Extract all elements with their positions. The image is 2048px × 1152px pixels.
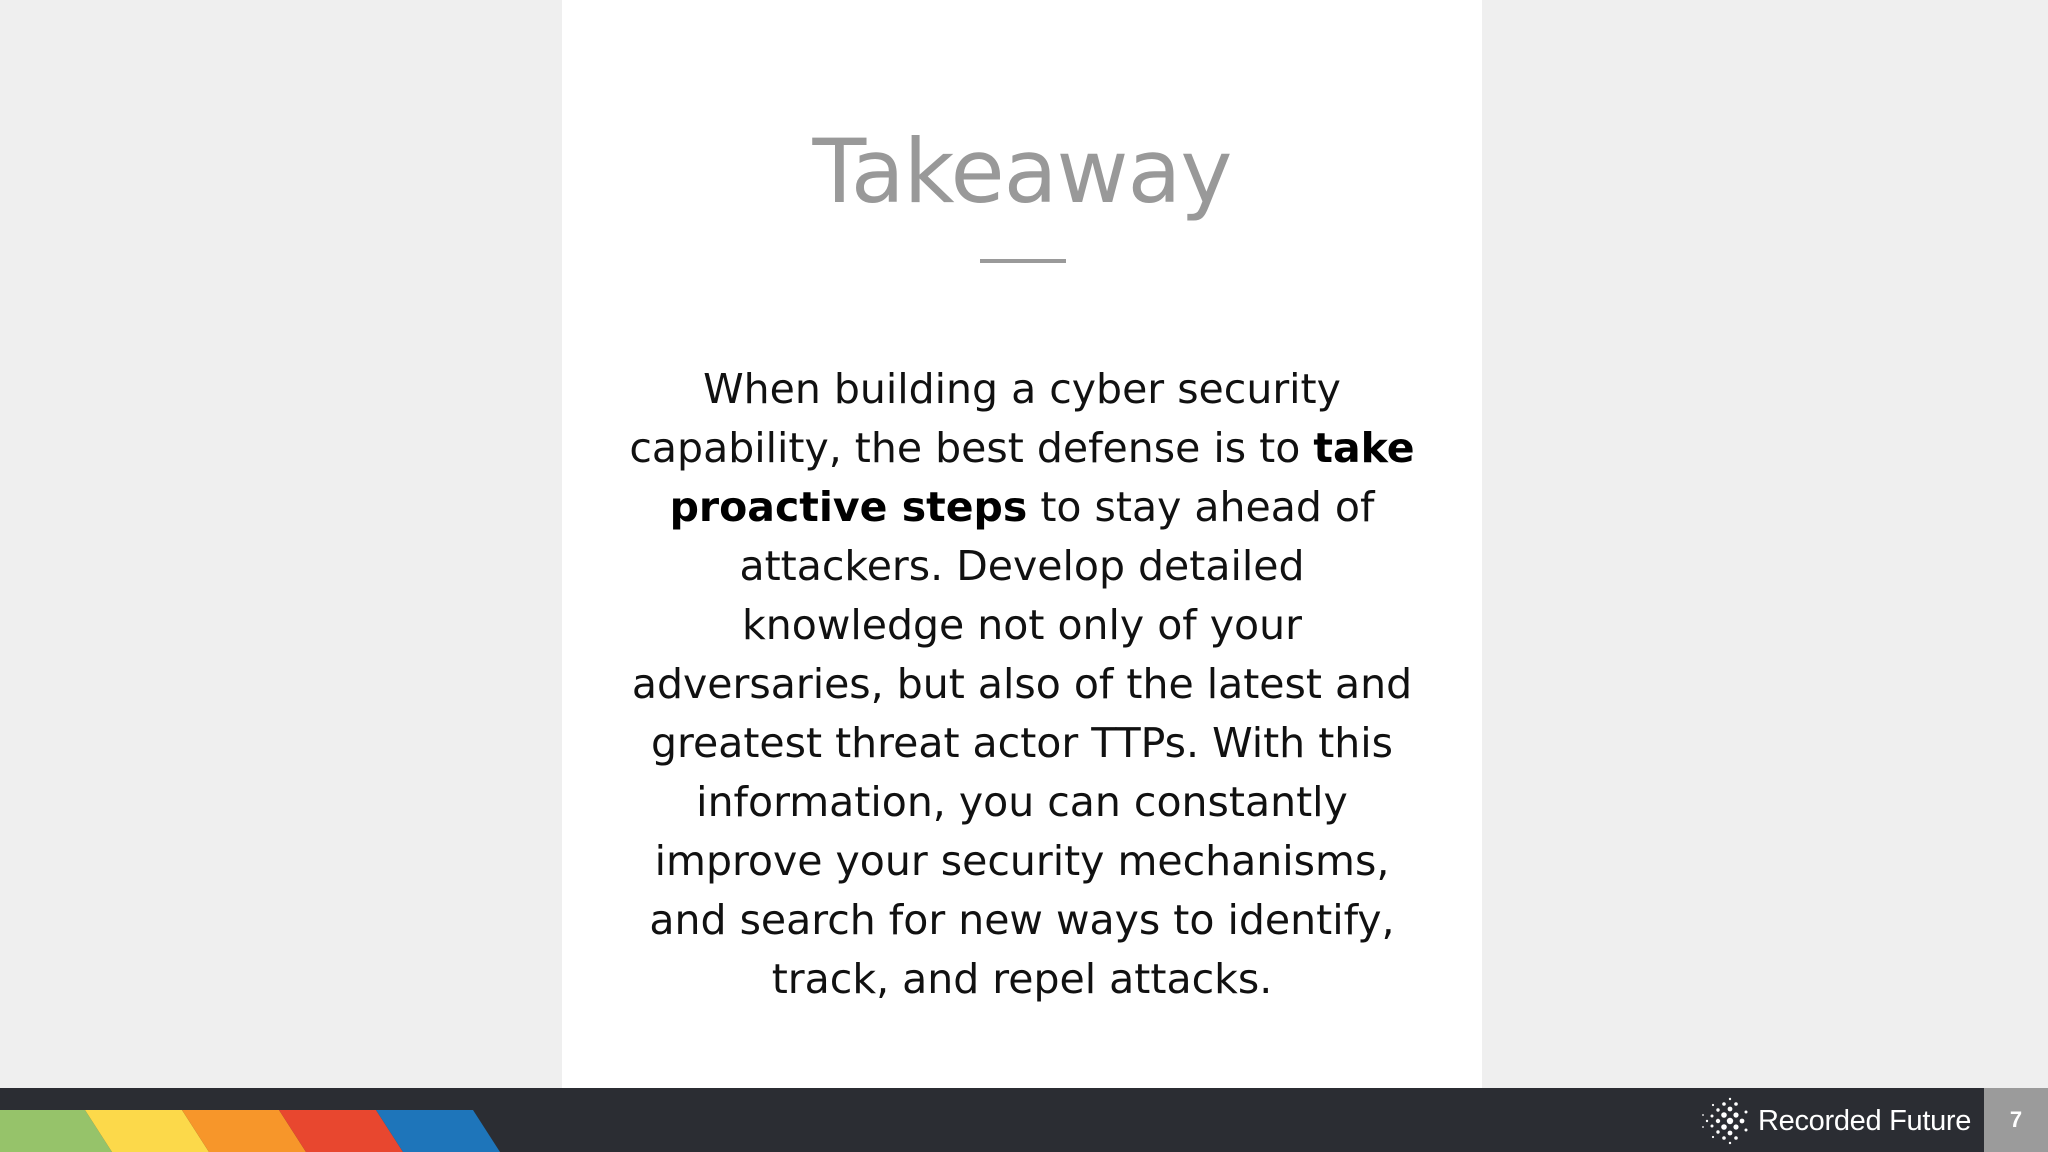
paragraph-text-start: When building a cyber security capability, the best defense is to bbox=[629, 365, 1341, 472]
brand-logo bbox=[1700, 1096, 1971, 1146]
paragraph-emphasis: take proactive steps bbox=[669, 424, 1415, 531]
paragraph-text-end: to stay ahead of attackers. Develop detailed knowledge not only of your adversaries, but also of the latest and greatest threat actor TTPs. With this information, you can constantly improve your security mechanisms, and search for new ways to identify, track, and repel attacks. bbox=[631, 483, 1413, 1003]
title-divider bbox=[980, 259, 1066, 263]
slide-title: Takeaway bbox=[812, 120, 1232, 223]
brand-name: Recorded Future bbox=[1758, 1104, 1972, 1137]
color-stripes bbox=[0, 1110, 520, 1152]
page-number: 7 bbox=[1984, 1088, 2048, 1152]
content-card bbox=[562, 0, 1482, 1088]
takeaway-paragraph bbox=[622, 360, 1422, 1009]
recorded-future-logo-icon bbox=[1700, 1097, 1750, 1145]
